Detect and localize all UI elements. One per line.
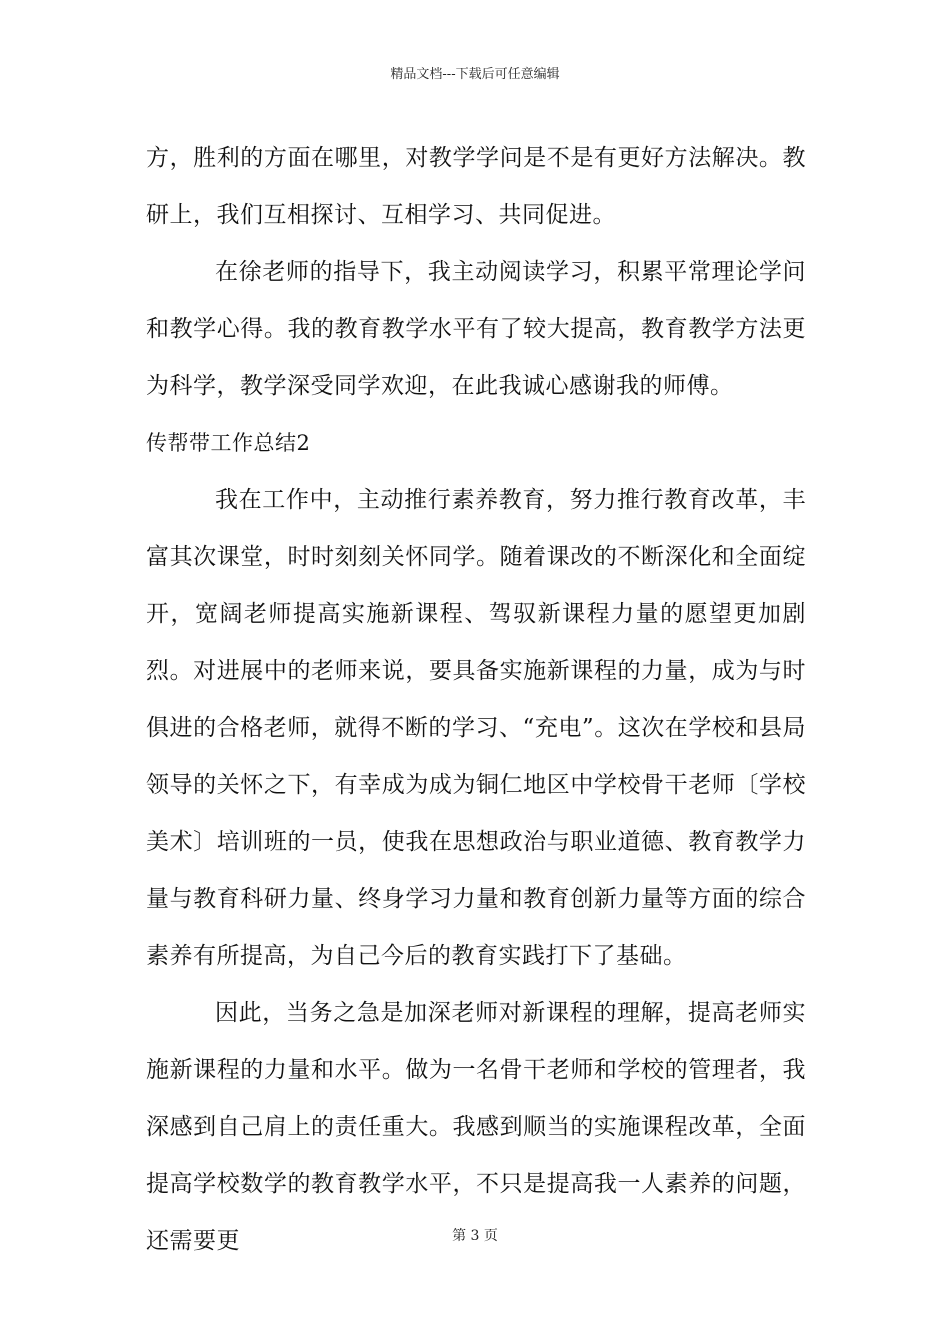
paragraph-therefore: 因此，当务之急是加深老师对新课程的理解，提高老师实施新课程的力量和水平。做为一名骨干老师和学校的管理者，我深感到自己肩上的责任重大。我感到顺当的实施课程改革，全面提高学校数学的教育教学水平，不只是提高我一人素养的问题，还需要更 — [146, 1000, 806, 1254]
page-number: 第 3 页 — [452, 1228, 498, 1244]
page-header: 精品文档---下载后可任意编辑 — [390, 67, 560, 82]
paragraph-work-summary: 我在工作中，主动推行素养教育，努力推行教育改革，丰富其次课堂，时时刻刻关怀同学。随着课改的不断深化和全面绽开，宽阔老师提高实施新课程、驾驭新课程力量的愿望更加剧烈。对进展中的老师来说，要具备实施新课程的力量，成为与时俱进的合格老师，就得不断的学习、“充电”。这次在学校和县局领导的关怀之下，有幸成为成为铜仁地区中学校骨干老师〔学校美术〕培训班的一员，使我在思想政治与职业道德、教育教学力量与教育科研力量、终身学习力量和教育创新力量等方面的综合素养有所提高，为自己今后的教育实践打下了基础。 — [146, 487, 806, 969]
paragraph-teacher-guidance: 在徐老师的指导下，我主动阅读学习，积累平常理论学问和教学心得。我的教育教学水平有了较大提高，教育教学方法更为科学，教学深受同学欢迎，在此我诚心感谢我的师傅。 — [146, 259, 806, 399]
document-body — [146, 130, 806, 1270]
section-title: 传帮带工作总结2 — [146, 431, 311, 455]
paragraph-continuation: 方，胜利的方面在哪里，对教学学问是不是有更好方法解决。教研上，我们互相探讨、互相学习、共同促进。 — [146, 145, 806, 228]
